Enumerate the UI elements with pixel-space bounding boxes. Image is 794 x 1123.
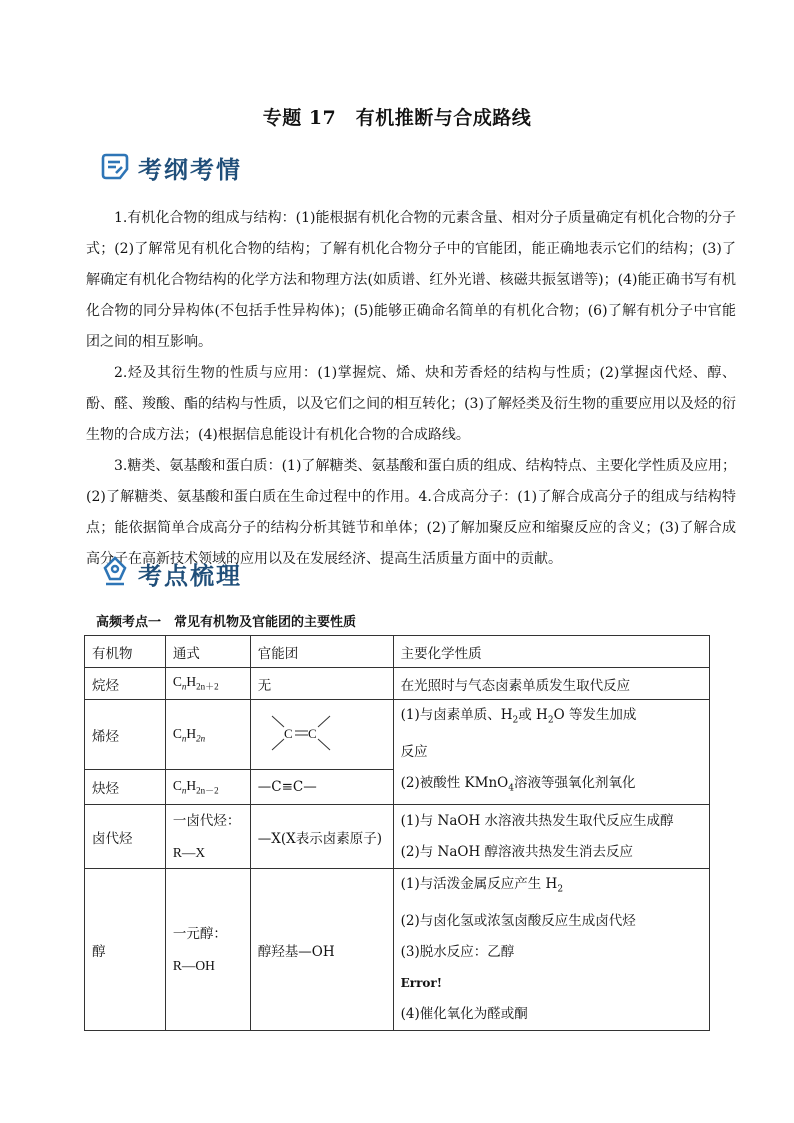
header-cell: 官能团 xyxy=(250,636,393,668)
outline-paragraphs xyxy=(86,203,736,575)
header-cell: 有机物 xyxy=(85,636,166,668)
section-heading: 考点梳理 xyxy=(138,561,242,590)
compound-name: 炔烃 xyxy=(85,770,166,805)
general-formula: 一卤代烃： R—X xyxy=(165,805,250,869)
general-formula: $C_nH_{2n-2}$ xyxy=(165,770,250,805)
chemical-property: (1)与 NaOH 水溶液共热发生取代反应生成醇 (2)与 NaOH 醇溶液共热发生消去反应 xyxy=(393,805,709,869)
header-cell: 主要化学性质 xyxy=(393,636,709,668)
section-heading: 考纲考情 xyxy=(138,156,242,184)
pen-nib-icon xyxy=(100,555,130,591)
section-header-outline xyxy=(100,150,242,185)
table-row xyxy=(85,869,710,1031)
compound-name: 烯烃 xyxy=(85,700,166,770)
table-row xyxy=(85,805,710,869)
carbon-atom: C xyxy=(283,725,293,741)
chemical-property: (1)与卤素单质、$H_2$或 $H_2O$ 等发生加成 反应 (2)被酸性 KMnO$_4$溶液等强氧化剂氧化 xyxy=(393,700,709,805)
page-title: 专题 17 有机推断与合成路线 xyxy=(262,107,532,129)
organic-properties-table xyxy=(84,635,710,1031)
table-header-row xyxy=(85,636,710,668)
compound-name: 烷烃 xyxy=(85,668,166,700)
compound-name: 醇 xyxy=(85,869,166,1031)
compound-name: 卤代烃 xyxy=(85,805,166,869)
paragraph: 3.糖类、氨基酸和蛋白质：(1)了解糖类、氨基酸和蛋白质的组成、结构特点、主要化学性质及应用；(2)了解糖类、氨基酸和蛋白质在生命过程中的作用。4.合成高分子：(1)了解合成高分子的组成与结构特点；能依据简单合成高分子的结构分析其链节和单体；(2)了解加聚反应和缩聚反应的含义；(3)了解合成高分子在高新技术领域的应用以及在发展经济、提高生活质量方面中的贡献。 xyxy=(86,458,736,567)
functional-group: —X(X表示卤素原子) xyxy=(250,805,393,869)
subheading: 高频考点一 常见有机物及官能团的主要性质 xyxy=(96,615,357,630)
chemical-property: (1)与活泼金属反应产生 $H_2$ (2)与卤化氢或浓氢卤酸反应生成卤代烃 (3)脱水反应：乙醇 Error! (4)催化氧化为醛或酮 xyxy=(393,869,709,1031)
list-icon xyxy=(100,151,130,185)
paragraph: 1.有机化合物的组成与结构：(1)能根据有机化合物的元素含量、相对分子质量确定有机化合物的分子式；(2)了解常见有机化合物的结构；了解有机化合物分子中的官能团，能正确地表示它们的结构；(3)了解确定有机化合物结构的化学方法和物理方法(如质谱、红外光谱、核磁共振氢谱等)；(4)能正确书写有机化合物的同分异构体(不包括手性异构体)；(5)能够正确命名简单的有机化合物；(6)了解有机分子中官能团之间的相互影响。 xyxy=(86,210,736,350)
general-formula: $C_nH_{2n+2}$ xyxy=(165,668,250,700)
carbon-atom: C xyxy=(307,725,317,741)
error-text: Error! xyxy=(400,976,443,991)
table-row xyxy=(85,700,710,770)
paragraph: 2.烃及其衍生物的性质与应用：(1)掌握烷、烯、炔和芳香烃的结构与性质；(2)掌握卤代烃、醇、酚、醛、羧酸、酯的结构与性质，以及它们之间的相互转化；(3)了解烃类及衍生物的重要应用以及烃的衍生物的合成方法；(4)根据信息能设计有机化合物的合成路线。 xyxy=(86,365,736,443)
general-formula: 一元醇： R—OH xyxy=(165,869,250,1031)
alkene-structure-diagram xyxy=(258,708,338,758)
header-cell: 通式 xyxy=(165,636,250,668)
functional-group: 醇羟基—OH xyxy=(250,869,393,1031)
general-formula: $C_nH_{2n}$ xyxy=(165,700,250,770)
table-row xyxy=(85,668,710,700)
functional-group xyxy=(250,700,393,770)
section-header-points xyxy=(100,555,242,591)
chemical-property: 在光照时与气态卤素单质发生取代反应 xyxy=(393,668,709,700)
functional-group: —C≡C— xyxy=(250,770,393,805)
functional-group: 无 xyxy=(250,668,393,700)
